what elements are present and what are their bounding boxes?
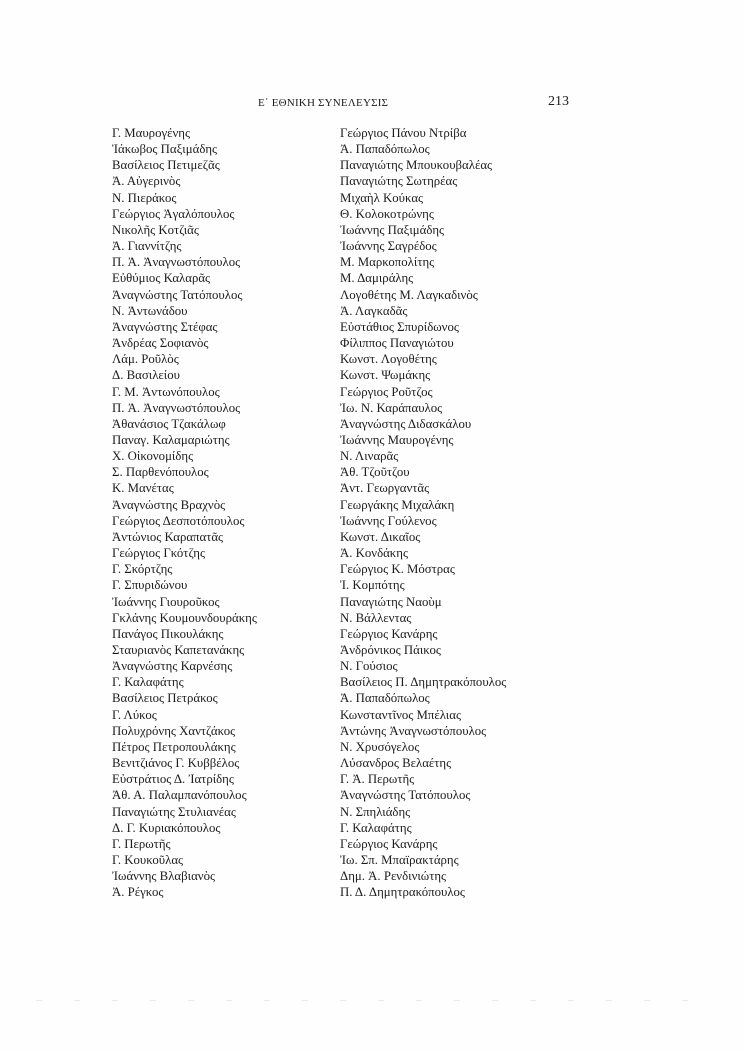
name-entry: Π. Ἀ. Ἀναγνωστόπουλος [112,255,241,270]
name-entry: Ἀναγνώστης Τατόπουλος [112,287,243,302]
name-entry: Παναγιώτης Σωτηρέας [340,174,458,189]
running-header-title: Ε΄ ΕΘΝΙΚΗ ΣΥΝΕΛΕΥΣΙΣ [258,97,389,109]
name-entry: Ἀντ. Γεωργαντᾶς [340,481,430,496]
name-entry: Π. Ἀ. Ἀναγνωστόπουλος [112,400,241,415]
name-entry: Ἀνδρόνικος Πάικος [340,643,441,657]
name-entry: Μιχαὴλ Κούκας [340,190,424,205]
name-entry: Γ. Ἀ. Περωτῆς [340,772,415,787]
name-entry: Ἀ. Αὐγερινὸς [112,174,181,189]
name-entry: Γ. Κουκοῦλας [112,853,184,868]
name-entry: Γεώργιος Δεσποτόπουλος [112,513,245,528]
name-entry: Ν. Λιναρᾶς [340,449,399,464]
name-entry: Παναγιώτης Μπουκουβαλέας [340,158,493,173]
name-entry: Λάμ. Ροῦλὸς [112,352,179,367]
name-entry: Γ. Λύκος [112,707,157,722]
name-entry: Κωνστ. Λογοθέτης [340,352,437,367]
name-entry: Ἀναγνώστης Βραχνὸς [112,497,226,512]
name-entry: Βασίλειος Π. Δημητρακόπουλος [340,675,507,690]
name-entry: Ἰάκωβος Παξιμάδης [112,142,218,157]
name-entry: Ἰωάννης Βλαβιανὸς [112,869,216,884]
name-entry: Θ. Κολοκοτρώνης [340,206,434,221]
name-entry: Γ. Σκόρτζης [112,562,173,577]
name-entry: Γ. Περωτῆς [112,836,171,851]
right-column [340,125,580,901]
page-number: 213 [548,94,569,109]
name-entry: Γεώργιος Κανάρης [340,836,438,851]
name-entry: Γ. Μαυρογένης [112,126,191,140]
name-entry: Λύσανδρος Βελαέτης [340,756,452,771]
name-entry: Βενιτζιάνος Γ. Κυββέλος [112,756,240,771]
name-entry: Γεώργιος Γκότζης [112,546,206,561]
name-entry: Γεώργιος Ἀγαλόπουλος [112,206,235,221]
name-entry: Ἀντώνης Ἀναγνωστόπουλος [340,723,487,738]
name-entry: Σταυριανὸς Καπετανάκης [112,643,245,657]
name-entry: Ἀντώνιος Καραπατᾶς [112,529,224,544]
name-entry: Γ. Καλαφάτης [340,820,412,835]
name-entry: Παναγιώτης Στυλιανέας [112,804,236,819]
scan-margin-artifact [36,1000,708,1001]
name-entry: Δ. Βασιλείου [112,368,180,383]
name-entry: Ν. Σπηλιάδης [340,804,411,819]
name-entry: Ἀναγνώστης Διδασκάλου [340,416,472,431]
name-entry: Παναγ. Καλαμαριώτης [112,432,230,447]
name-entry: Γ. Καλαφάτης [112,675,184,690]
name-entry: Ἀ. Λαγκαδᾶς [340,303,408,318]
name-entry: Ἀναγνώστης Στέφας [112,319,218,334]
name-entry: Ἀ. Ρέγκος [112,885,164,900]
name-entry: Ν. Πιεράκος [112,190,177,205]
name-entry: Ἀνδρέας Σοφιανὸς [112,336,209,351]
name-entry: Ἰ. Κομπότης [340,578,405,593]
name-entry: Ἰωάννης Μαυρογένης [340,432,454,447]
name-entry: Ἀ. Κονδάκης [340,546,409,561]
name-entry: Νικολῆς Κοτζιᾶς [112,222,199,237]
name-entry: Ἀναγνώστης Καρνέσης [112,659,233,674]
name-entry: Πολυχρόνης Χαντζάκος [112,723,236,738]
name-entry: Μ. Δαμιράλης [340,271,414,286]
name-entry: Γ. Μ. Ἀντωνόπουλος [112,384,220,399]
name-entry: Ἀθανάσιος Τζακάλωφ [112,416,226,431]
name-entry: Ἰω. Σπ. Μπαϊρακτάρης [340,853,459,868]
name-entry: Γεωργάκης Μιχαλάκη [340,497,455,512]
name-entry: Ν. Χρυσόγελος [340,739,420,754]
name-entry: Κωνστ. Ψωμάκης [340,368,431,383]
name-entry: Κωνσταντῖνος Μπέλιας [340,707,462,722]
name-entry: Ἰω. Ν. Καράπαυλος [340,400,443,415]
name-entry: Ἀ. Παπαδόπωλος [340,142,430,157]
name-entry: Γ. Σπυριδώνου [112,578,188,593]
name-entry: Γεώργιος Ροῦτζος [340,384,433,399]
name-entry: Ν. Ἀντωνάδου [112,303,188,318]
name-entry: Ν. Γούσιος [340,659,398,674]
name-entry: Ἰωάννης Παξιμάδης [340,222,445,237]
name-entry: Πανάγος Πικουλάκης [112,626,224,641]
name-entry: Ἰωάννης Σαγρέδος [340,239,437,254]
left-column [112,125,332,901]
name-entry: Ἀθ. Τζοῦτζου [340,465,410,480]
name-entry: Δ. Γ. Κυριακόπουλος [112,820,221,835]
name-entry: Γεώργιος Πάνου Ντρίβα [340,126,467,140]
name-entry: Ἀ. Παπαδόπωλος [340,691,430,706]
name-entry: Ἀ. Γιαννίτζης [112,239,182,254]
name-entry: Βασίλειος Πετιμεζᾶς [112,158,220,173]
name-entry: Σ. Παρθενόπουλος [112,465,209,480]
name-entry: Βασίλειος Πετράκος [112,691,218,706]
name-entry: Φίλιππος Παναγιώτου [340,336,454,351]
name-entry: Πέτρος Πετροπουλάκης [112,739,236,754]
name-entry: Ἀναγνώστης Τατόπουλος [340,788,471,803]
name-entry: Γεώργιος Κανάρης [340,626,438,641]
name-entry: Εὐστάθιος Σπυρίδωνος [340,319,459,334]
name-entry: Ἰωάννης Γούλενος [340,513,437,528]
name-entry: Κ. Μανέτας [112,481,174,496]
name-entry: Κωνστ. Δικαῖος [340,529,421,544]
name-entry: Χ. Οἰκονομίδης [112,449,194,464]
name-entry: Εὐθύμιος Καλαρᾶς [112,271,211,286]
name-entry: Ἀθ. Α. Παλαμπανόπουλος [112,788,247,803]
name-entry: Γκλάνης Κουμουνδουράκης [112,610,257,625]
name-entry: Μ. Μαρκοπολίτης [340,255,435,270]
name-entry: Δημ. Ἀ. Ρενδινιώτης [340,869,447,884]
name-entry: Ἰωάννης Γιουροῦκος [112,594,220,609]
name-entry: Γεώργιος Κ. Μόστρας [340,562,455,577]
name-entry: Π. Δ. Δημητρακόπουλος [340,885,465,900]
name-entry: Λογοθέτης Μ. Λαγκαδινὸς [340,287,478,302]
name-entry: Ν. Βάλλεντας [340,610,412,625]
name-entry: Παναγιώτης Ναοὺμ [340,594,442,609]
name-entry: Εὐστράτιος Δ. Ἰατρίδης [112,772,234,787]
